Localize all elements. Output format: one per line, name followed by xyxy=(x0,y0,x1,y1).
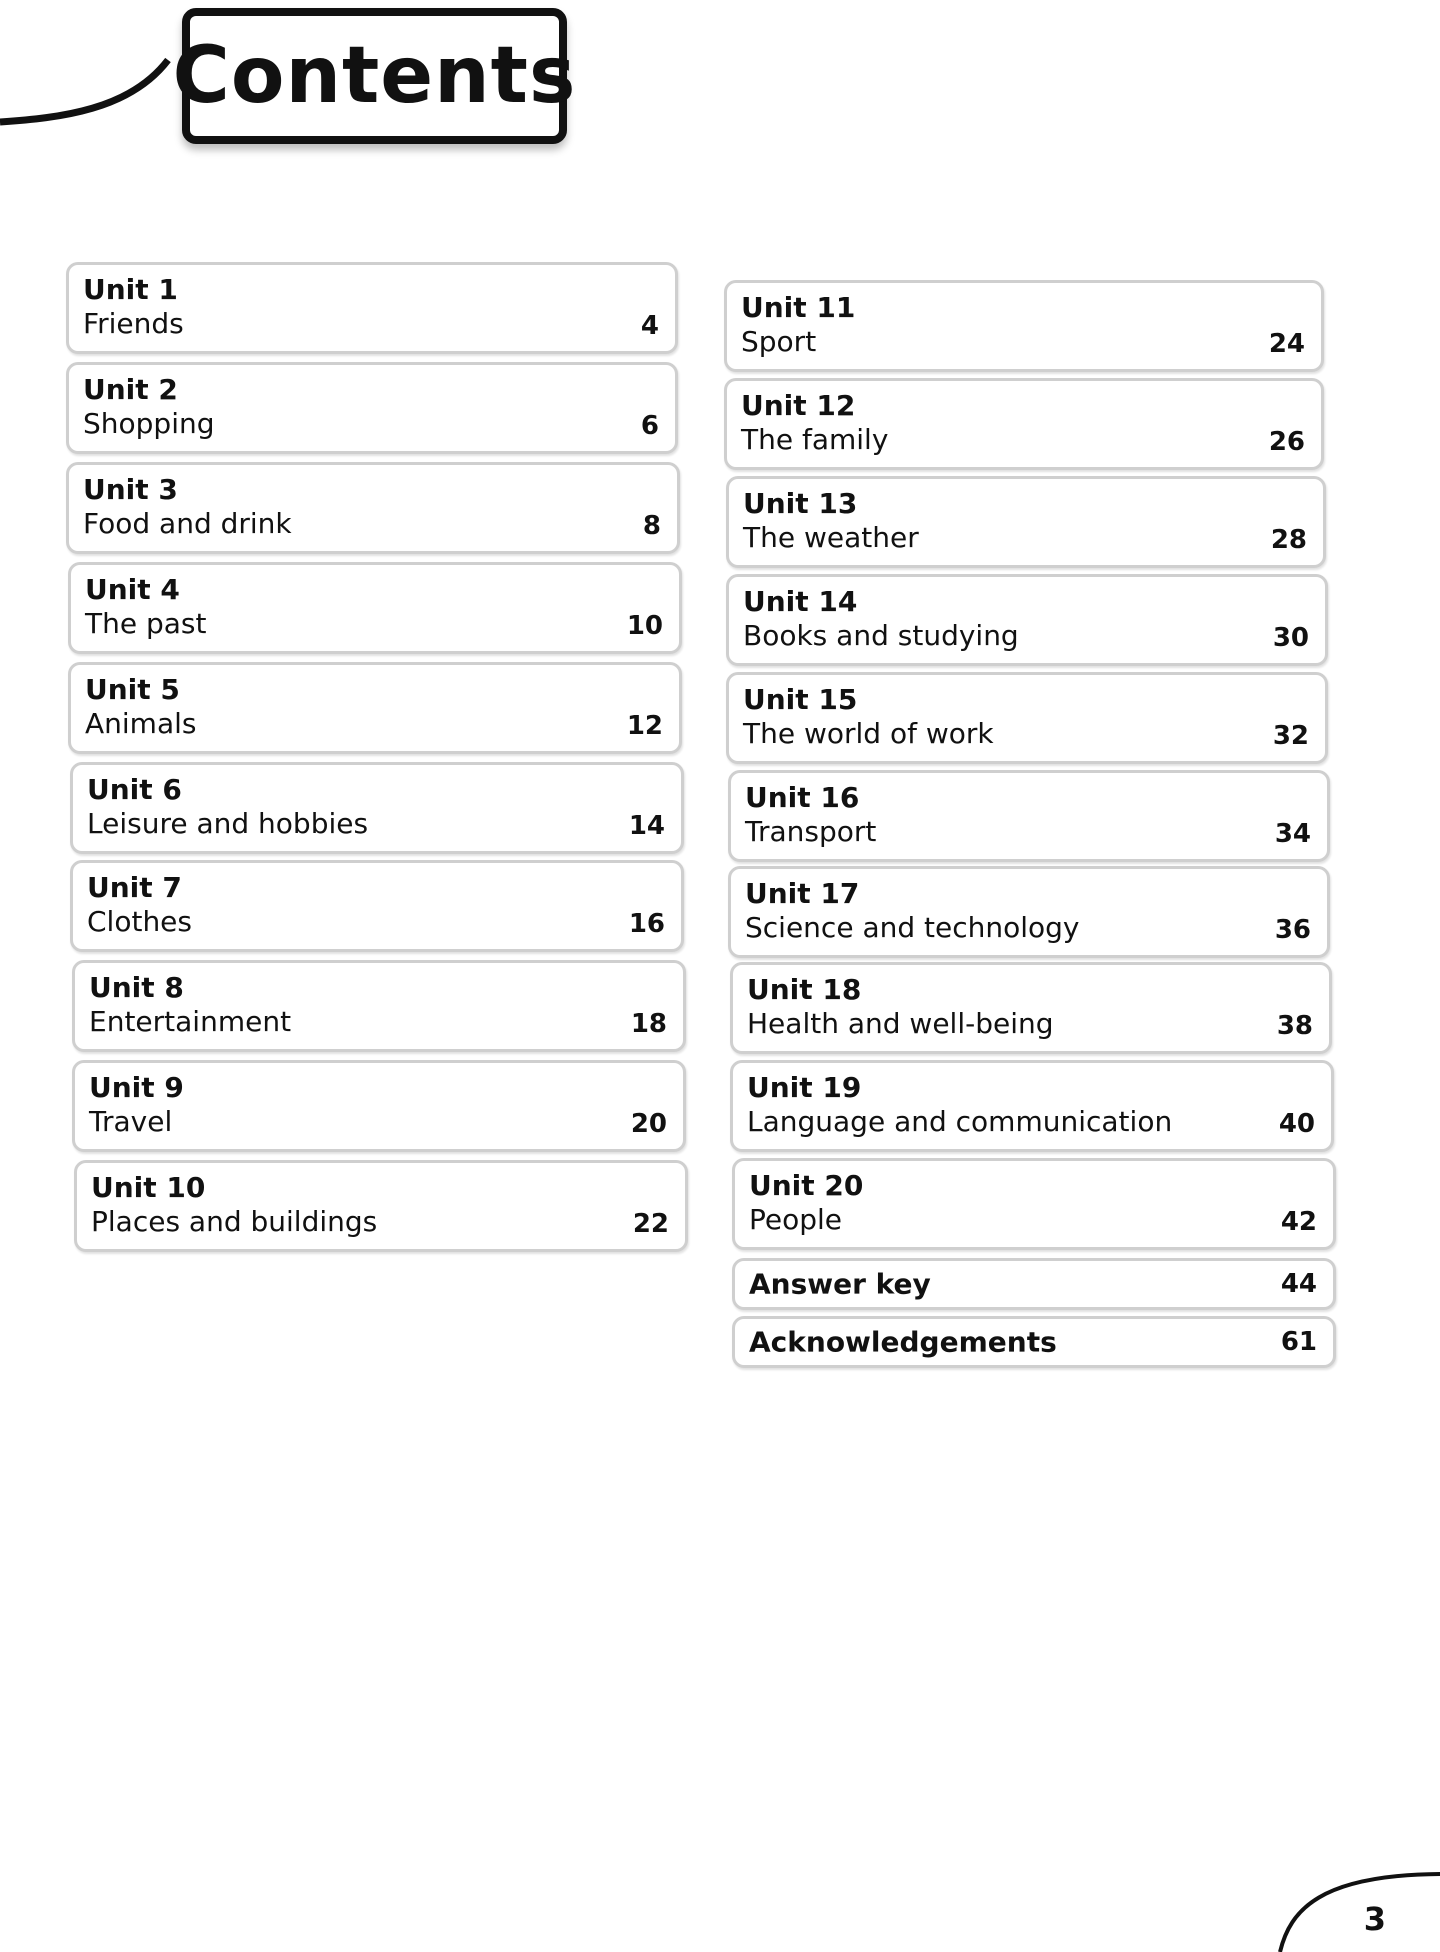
unit-title: Sport xyxy=(741,325,817,358)
unit-title: Shopping xyxy=(83,407,215,440)
unit-page-number: 24 xyxy=(1268,329,1305,359)
unit-page-number: 16 xyxy=(628,909,665,939)
unit-page-number: 12 xyxy=(626,711,663,741)
unit-title: Language and communication xyxy=(747,1105,1173,1138)
unit-title: Places and buildings xyxy=(91,1205,378,1238)
toc-entry-acknowledgements[interactable] xyxy=(732,1316,1336,1368)
unit-label: Unit 12 xyxy=(741,389,856,422)
unit-title: Transport xyxy=(745,815,877,848)
toc-entry-unit-19[interactable] xyxy=(730,1060,1334,1152)
entry-page-number: 44 xyxy=(1280,1269,1317,1299)
unit-title: Clothes xyxy=(87,905,192,938)
unit-page-number: 40 xyxy=(1278,1109,1315,1139)
toc-entry-unit-5[interactable] xyxy=(68,662,682,754)
page-number: 3 xyxy=(1363,1900,1386,1938)
toc-entry-unit-11[interactable] xyxy=(724,280,1324,372)
title-box xyxy=(172,8,577,144)
unit-page-number: 32 xyxy=(1272,721,1309,751)
unit-title: Travel xyxy=(89,1105,173,1138)
unit-label: Unit 18 xyxy=(747,973,862,1006)
toc-entry-unit-4[interactable] xyxy=(68,562,682,654)
unit-label: Unit 10 xyxy=(91,1171,206,1204)
unit-label: Unit 6 xyxy=(87,773,182,806)
unit-label: Unit 15 xyxy=(743,683,858,716)
entry-label: Acknowledgements xyxy=(749,1325,1057,1359)
unit-title: Entertainment xyxy=(89,1005,292,1038)
unit-page-number: 18 xyxy=(630,1009,667,1039)
unit-title: The world of work xyxy=(743,717,994,750)
unit-page-number: 26 xyxy=(1268,427,1305,457)
unit-page-number: 8 xyxy=(642,511,661,541)
toc-entry-unit-3[interactable] xyxy=(66,462,680,554)
unit-title: People xyxy=(749,1203,843,1236)
unit-title: Books and studying xyxy=(743,619,1019,652)
page-title: Contents xyxy=(172,31,577,121)
unit-label: Unit 7 xyxy=(87,871,182,904)
unit-label: Unit 2 xyxy=(83,373,178,406)
unit-label: Unit 4 xyxy=(85,573,180,606)
toc-entry-unit-9[interactable] xyxy=(72,1060,686,1152)
toc-entry-unit-2[interactable] xyxy=(66,362,678,454)
toc-entry-unit-8[interactable] xyxy=(72,960,686,1052)
unit-label: Unit 17 xyxy=(745,877,860,910)
unit-label: Unit 5 xyxy=(85,673,180,706)
unit-title: The past xyxy=(85,607,207,640)
toc-entry-unit-7[interactable] xyxy=(70,860,684,952)
toc-entry-unit-15[interactable] xyxy=(726,672,1328,764)
unit-title: The weather xyxy=(743,521,919,554)
unit-title: Friends xyxy=(83,307,184,340)
unit-label: Unit 8 xyxy=(89,971,184,1004)
unit-label: Unit 11 xyxy=(741,291,856,324)
toc-entry-unit-10[interactable] xyxy=(74,1160,688,1252)
unit-page-number: 6 xyxy=(640,411,659,441)
unit-page-number: 34 xyxy=(1274,819,1311,849)
unit-label: Unit 16 xyxy=(745,781,860,814)
unit-title: Leisure and hobbies xyxy=(87,807,369,840)
unit-label: Unit 9 xyxy=(89,1071,184,1104)
unit-page-number: 10 xyxy=(626,611,663,641)
unit-label: Unit 13 xyxy=(743,487,858,520)
unit-label: Unit 19 xyxy=(747,1071,862,1104)
toc-entry-unit-1[interactable] xyxy=(66,262,678,354)
toc-entry-unit-20[interactable] xyxy=(732,1158,1336,1250)
toc-entry-unit-13[interactable] xyxy=(726,476,1326,568)
unit-page-number: 4 xyxy=(640,311,659,341)
unit-label: Unit 14 xyxy=(743,585,858,618)
toc-entry-unit-14[interactable] xyxy=(726,574,1328,666)
toc-entry-answer-key[interactable] xyxy=(732,1258,1336,1310)
unit-page-number: 30 xyxy=(1272,623,1309,653)
toc-entry-unit-18[interactable] xyxy=(730,962,1332,1054)
unit-page-number: 36 xyxy=(1274,915,1311,945)
page-corner-decoration xyxy=(1270,1860,1440,1952)
toc-entry-unit-12[interactable] xyxy=(724,378,1324,470)
unit-title: The family xyxy=(741,423,889,456)
title-swoosh-decoration xyxy=(0,0,200,140)
unit-page-number: 28 xyxy=(1270,525,1307,555)
unit-page-number: 20 xyxy=(630,1109,667,1139)
unit-page-number: 22 xyxy=(632,1209,669,1239)
entry-page-number: 61 xyxy=(1280,1327,1317,1357)
unit-title: Food and drink xyxy=(83,507,292,540)
unit-label: Unit 3 xyxy=(83,473,178,506)
unit-page-number: 38 xyxy=(1276,1011,1313,1041)
unit-label: Unit 20 xyxy=(749,1169,864,1202)
entry-label: Answer key xyxy=(749,1267,931,1301)
unit-title: Science and technology xyxy=(745,911,1080,944)
toc-entry-unit-17[interactable] xyxy=(728,866,1330,958)
toc-entry-unit-6[interactable] xyxy=(70,762,684,854)
unit-title: Animals xyxy=(85,707,197,740)
unit-title: Health and well-being xyxy=(747,1007,1054,1040)
unit-label: Unit 1 xyxy=(83,273,178,306)
toc-entry-unit-16[interactable] xyxy=(728,770,1330,862)
unit-page-number: 14 xyxy=(628,811,665,841)
unit-page-number: 42 xyxy=(1280,1207,1317,1237)
